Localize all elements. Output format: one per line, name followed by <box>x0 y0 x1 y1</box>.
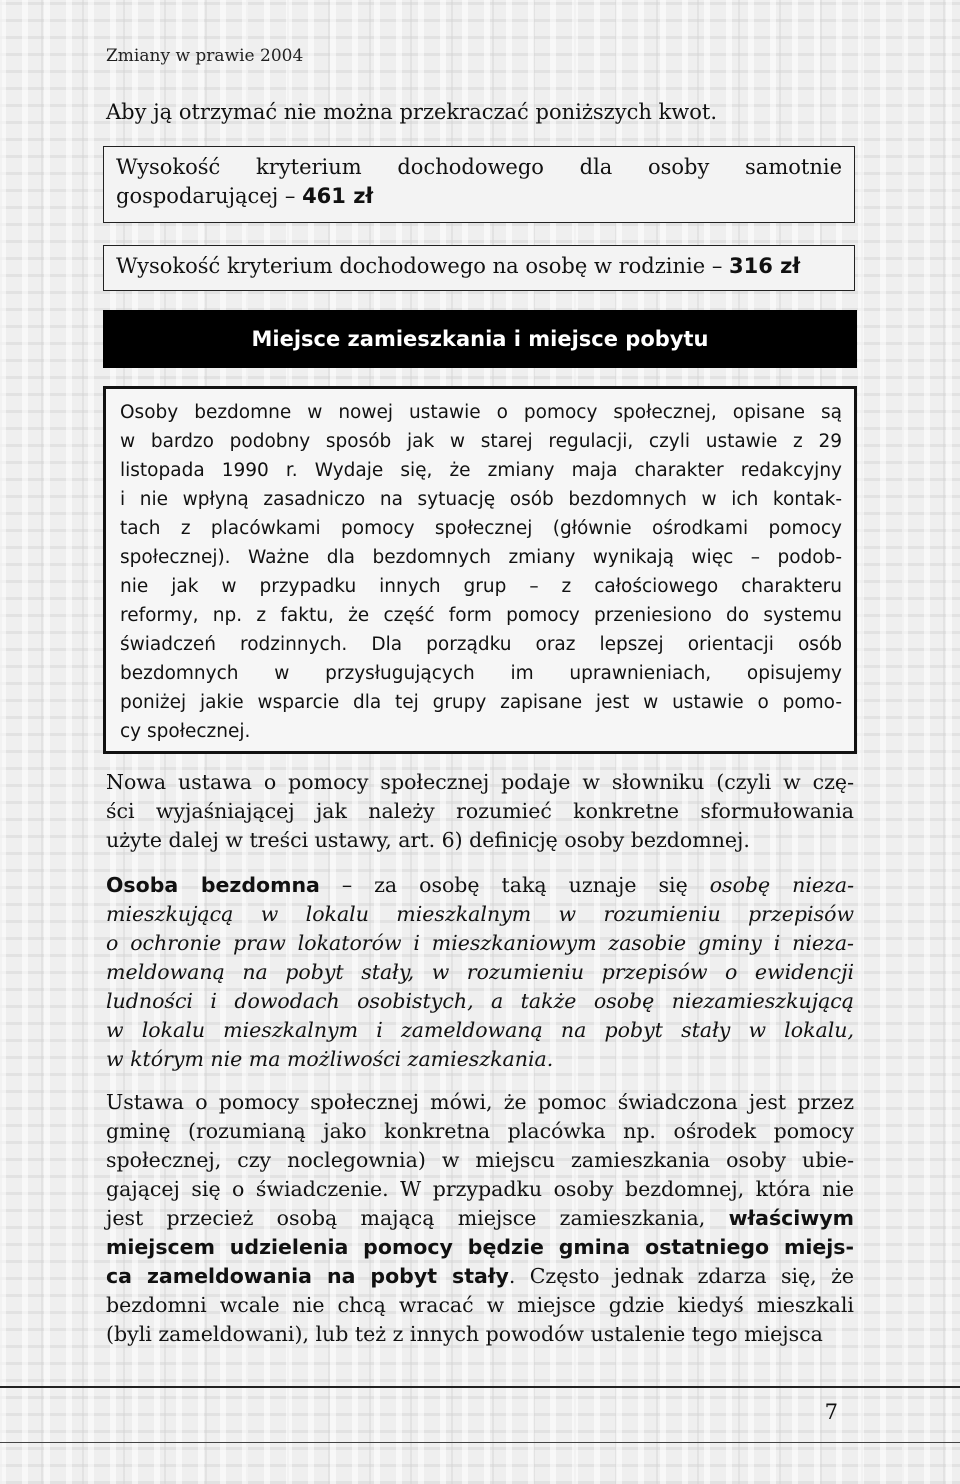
paragraph-line: ludności i dowodach osobistych, a także osobę niezamieszkującą <box>106 989 854 1013</box>
paragraph-line: użyte dalej w treści ustawy, art. 6) definicję osoby bezdomnej. <box>106 828 750 852</box>
note-line: nie jak w przypadku innych grup – z całościowego charakteru <box>120 576 842 597</box>
criterion-box-single <box>103 146 855 223</box>
note-line: świadczeń rodzinnych. Dla porządku oraz lepszej orientacji osób <box>120 634 842 655</box>
emphasis-run: ca zameldowania na pobyt stały <box>106 1264 509 1288</box>
note-line: reformy, np. z faktu, że część form pomocy przeniesiono do systemu <box>120 605 842 626</box>
criterion-box-family <box>103 245 855 291</box>
note-line: poniżej jakie wsparcie dla tej grupy zapisane jest w ustawie o pomo- <box>120 692 842 713</box>
paragraph-line: meldowaną na pobyt stały, w rozumieniu przepisów o ewidencji <box>106 960 854 984</box>
paragraph-assistance-place <box>106 1088 854 1349</box>
footer-rule <box>0 1386 960 1388</box>
criterion-single-line1 <box>116 153 842 182</box>
defined-term: Osoba bezdomna <box>106 873 320 897</box>
paragraph-line: ści wyjaśniającej jak należy rozumieć konkretne sformułowania <box>106 799 854 823</box>
paragraph-line <box>106 1204 854 1233</box>
note-line: Osoby bezdomne w nowej ustawie o pomocy społecznej, opisane są <box>120 402 842 423</box>
paragraph-line: bezdomni wcale nie chcą wracać w miejsce gdzie kiedyś mieszkali <box>106 1293 854 1317</box>
section-header: Miejsce zamieszkania i miejsce pobytu <box>103 310 857 368</box>
note-line: tach z placówkami pomocy społecznej (głównie ośrodkami pomocy <box>120 518 842 539</box>
paragraph-line <box>106 1262 854 1291</box>
paragraph-line: (byli zameldowani), lub też z innych powodów ustalenie tego miejsca <box>106 1322 823 1346</box>
footer-rule <box>0 1442 960 1443</box>
paragraph-line: o ochronie praw lokatorów i mieszkaniowym zasobie gminy i nieza- <box>106 931 854 955</box>
word: osoby <box>647 155 710 179</box>
note-line: w bardzo podobny sposób jak w starej regulacji, czyli ustawie z 29 <box>120 431 842 452</box>
word: Wysokość <box>116 155 221 179</box>
emphasis-run: właściwym <box>728 1206 854 1230</box>
paragraph-line: gminę (rozumianą jako konkretna placówka np. ośrodek pomocy <box>106 1119 854 1143</box>
criterion-single-amount: 461 zł <box>302 184 374 208</box>
paragraph-line: Nowa ustawa o pomocy społecznej podaje w słowniku (czyli w czę- <box>106 770 854 794</box>
paragraph-line <box>106 871 854 900</box>
paragraph-line: mieszkującą w lokalu mieszkalnym w rozumieniu przepisów <box>106 902 854 926</box>
text-run: jest przecież osobą mającą miejsce zamieszkania, <box>106 1206 729 1230</box>
paragraph-definition <box>106 871 854 1074</box>
note-line: społecznej). Ważne dla bezdomnych zmiany wynikają więc – podob- <box>120 547 842 568</box>
running-head: Zmiany w prawie 2004 <box>106 46 304 66</box>
criterion-family-amount: 316 zł <box>729 254 801 278</box>
word: samotnie <box>745 155 842 179</box>
paragraph-line: Ustawa o pomocy społecznej mówi, że pomoc świadczona jest przez <box>106 1090 854 1114</box>
note-line: cy społecznej. <box>120 721 251 742</box>
paragraph-line: gającej się o świadczenie. W przypadku osoby bezdomnej, która nie <box>106 1177 854 1201</box>
note-line: bezdomnych w przysługujących im uprawnieniach, opisujemy <box>120 663 842 684</box>
paragraph-line: miejscem udzielenia pomocy będzie gmina ostatniego miejs- <box>106 1235 854 1259</box>
criterion-family-text: Wysokość kryterium dochodowego na osobę w rodzinie – <box>116 254 730 278</box>
paragraph-line: w którym nie ma możliwości zamieszkania. <box>106 1047 554 1071</box>
word: kryterium <box>256 155 362 179</box>
note-box <box>103 386 857 754</box>
definition-text: osobę nieza- <box>709 873 854 897</box>
criterion-single-text: gospodarującej – <box>116 184 303 208</box>
note-line: i nie wpłyną zasadniczo na sytuację osób bezdomnych w ich kontak- <box>120 489 842 510</box>
note-line: listopada 1990 r. Wydaje się, że zmiany maja charakter redakcyjny <box>120 460 842 481</box>
page-number: 7 <box>824 1400 838 1424</box>
definition-dash: – za osobę taką uznaje się <box>319 873 710 897</box>
paragraph-line: społecznej, czy noclegownia) w miejscu zamieszkania osoby ubie- <box>106 1148 854 1172</box>
text-run: . Często jednak zdarza się, że <box>508 1264 854 1288</box>
intro-sentence: Aby ją otrzymać nie można przekraczać poniższych kwot. <box>106 100 718 124</box>
paragraph-definition-intro <box>106 768 854 855</box>
word: dla <box>579 155 613 179</box>
paragraph-line: w lokalu mieszkalnym i zameldowaną na pobyt stały w lokalu, <box>106 1018 854 1042</box>
word: dochodowego <box>397 155 544 179</box>
criterion-single-line2 <box>116 182 842 211</box>
